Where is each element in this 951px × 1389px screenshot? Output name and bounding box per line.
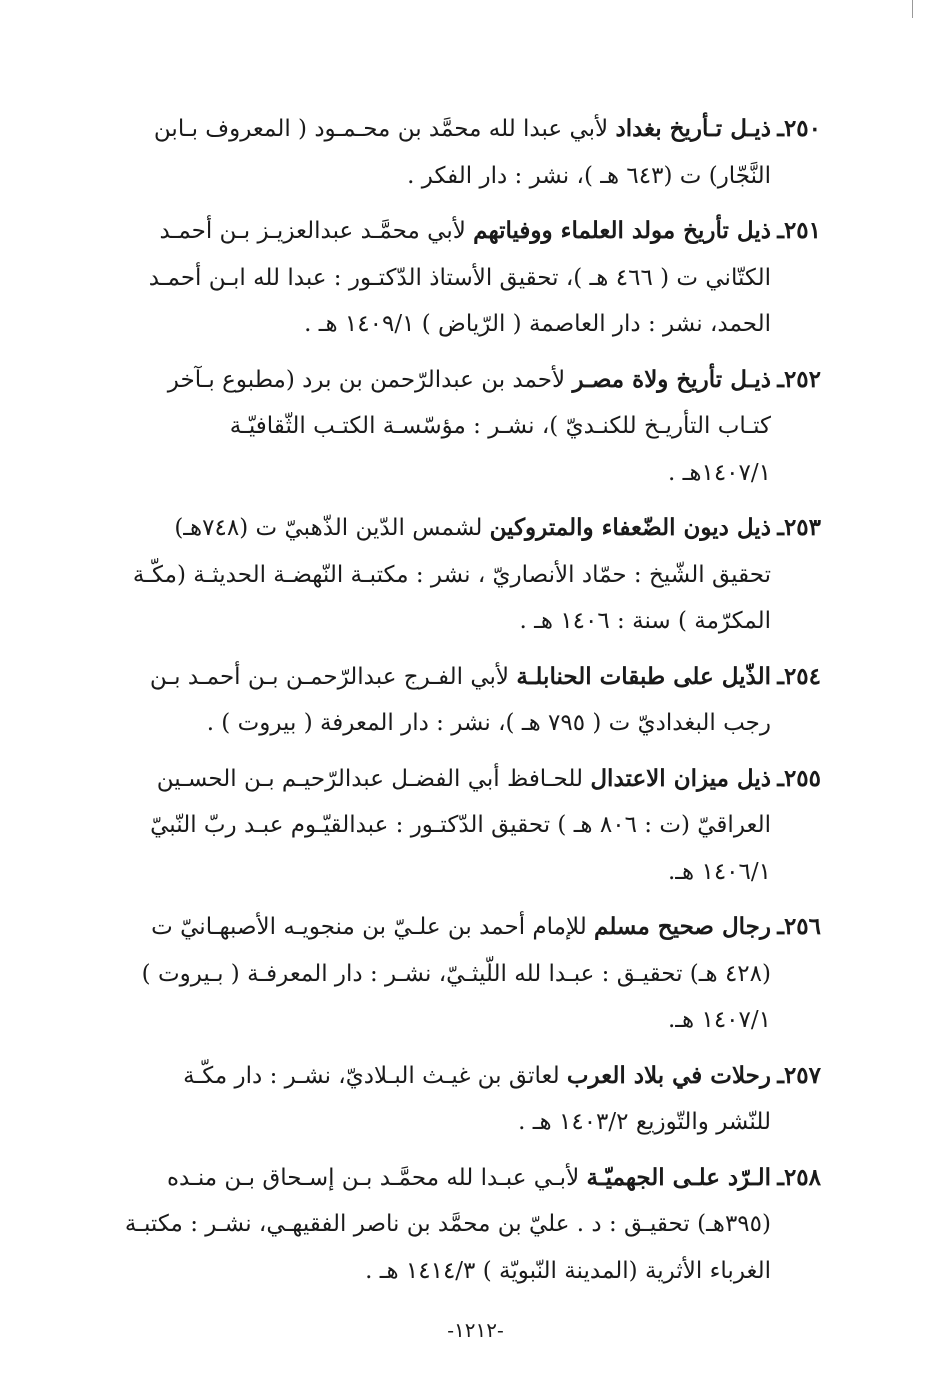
bibliography-entry [101,106,821,199]
entry-text: لأبي محمَّـد عبدالعزيـز بـن أحمـد [159,218,466,244]
entry-text: للنّشر والتّوزيع ١٤٠٣/٢ هـ . [518,1109,771,1135]
entry-line [101,1053,771,1100]
entry-line [101,904,771,951]
entry-title: رحلات في بلاد العرب [566,1061,771,1089]
entry-line [101,505,771,552]
entry-line [101,951,771,998]
bibliography-entry [101,654,821,747]
entry-text: تحقيق الشّيخ : حمّاد الأنصاريّ ، نشر : مكتبـة النّهضـة الحديثـة (مكّـة [132,561,771,588]
entry-line [101,403,771,450]
entry-title: ذيـل تأريخ ولاة مصـر [572,365,771,393]
entry-line [101,208,771,255]
bibliography-page [101,106,821,1303]
entry-line [101,450,771,497]
entry-text: (٣٩٥هـ) تحقيـق : د . عليّ بن محمَّد بن ناصر الفقيهـي، نشـر : مكتبـة [124,1211,771,1237]
entry-title: ذيل تأريخ مولد العلماء ووفياتهم [473,217,771,244]
entry-text: لعاتق بن غيـث البـلاديّ، نشـر : دار مكّـة [183,1062,560,1089]
entry-line [101,756,771,803]
entry-number: ٢٥٢ـ [777,365,821,393]
entry-line [101,1099,771,1146]
entry-line [101,849,771,896]
entry-line [101,654,771,701]
entry-text: ١٤٠٦/١ هـ. [667,858,771,885]
entry-text: لشمس الدّين الذّهبيّ ت (٧٤٨هـ) [174,515,483,541]
bibliography-entry [101,357,821,497]
entry-text: المكرّمة ) سنة : ١٤٠٦ هـ . [519,608,771,634]
entry-text: النَّجّار) ت (٦٤٣ هـ )، نشر : دار الفكر . [407,162,771,189]
entry-text: لأحمد بن عبدالرّحمن بن برد (مطبوع بـآخر [167,366,566,393]
entry-line [101,106,771,153]
entry-title: الـرّد علـى الجهميّـة [586,1163,771,1191]
corner-mark [912,0,913,18]
entry-line [101,1248,771,1295]
entry-number: ٢٥٨ـ [777,1163,821,1191]
entry-text: لأبي عبدا لله محمَّد بن محـمـود ( المعروف بـابن [153,116,609,142]
entry-line [101,357,771,404]
bibliography-entry [101,1155,821,1295]
entry-line [101,997,771,1044]
entry-number: ٢٥٤ـ [777,662,821,690]
entry-text: لأبـي عبـدا لله محمَّـد بـن إسـحاق بـن منـده [166,1164,580,1191]
entry-number: ٢٥٧ـ [777,1061,821,1089]
entry-text: ١٤٠٧/١ هـ. [667,1007,771,1033]
entry-text: الغرباء الأثرية (المدينة النّبويّة ) ١٤١٤/٣ هـ . [365,1257,771,1284]
bibliography-entry [101,756,821,896]
entry-line [101,552,771,599]
entry-text: الحمد، نشر : دار العاصمة ( الرّياض ) ١٤٠٩/١ هـ . [304,311,771,337]
entry-number: ٢٥٦ـ [777,913,821,940]
entry-line [101,1155,771,1202]
entry-number: ٢٥٥ـ [777,764,821,792]
bibliography-entry [101,904,821,1044]
entry-line [101,802,771,849]
entry-text: لأبي الفـرج عبدالرّحمـن بـن أحمـد بـن [149,663,510,690]
page-number: -١٢١٢- [447,1318,504,1342]
entry-title: ذيل ميزان الاعتدال [590,764,771,792]
entry-line [101,255,771,302]
entry-title: رجال صحيح مسلم [594,913,771,940]
bibliography-entry [101,208,821,348]
entry-title: الذّيل على طبقات الحنابلـة [516,662,771,690]
entry-text: الكتّاني ت ( ٤٦٦ هـ )، تحقيق الأستاذ الدّكتـور : عبدا لله ابـن أحمـد [148,264,771,291]
entry-title: ذيـل تـأريخ بغداد [615,115,771,142]
entry-text: رجب البغداديّ ت ( ٧٩٥ هـ )، نشر : دار المعرفة ( بيروت ) . [206,710,771,736]
entry-line [101,301,771,348]
bibliography-entry [101,505,821,645]
entry-line [101,1201,771,1248]
entry-number: ٢٥٠ـ [777,115,821,142]
entry-number: ٢٥٣ـ [777,514,821,541]
entry-text: للحـافظ أبي الفضـل عبدالرّحيـم بـن الحسـين [156,765,584,792]
entry-text: ١٤٠٧/١هـ . [667,459,771,486]
entry-text: العراقيّ (ت : ٨٠٦ هـ ) تحقيق الدّكتـور : عبدالقيّـوم عبـد ربّ النّبيّ [150,812,771,838]
entry-text: للإمام أحمد بن علـيّ بن منجويـه الأصبهـانيّ ت [151,914,587,940]
entry-text: كتـاب التأريـخ للكنـديّ )، نشـر : مؤسّسـة الكتـب الثّقافيّـة [229,413,771,439]
entry-number: ٢٥١ـ [777,217,821,244]
entry-line [101,700,771,747]
entry-line [101,598,771,645]
bibliography-entry [101,1053,821,1146]
entry-title: ذيل ديون الضّعفاء والمتروكين [489,514,771,541]
entry-text: (٤٢٨ هـ) تحقيـق : عبـدا لله اللّيثـيّ، نشـر : دار المعرفـة ( بـيروت ) [141,960,771,987]
entry-line [101,153,771,200]
